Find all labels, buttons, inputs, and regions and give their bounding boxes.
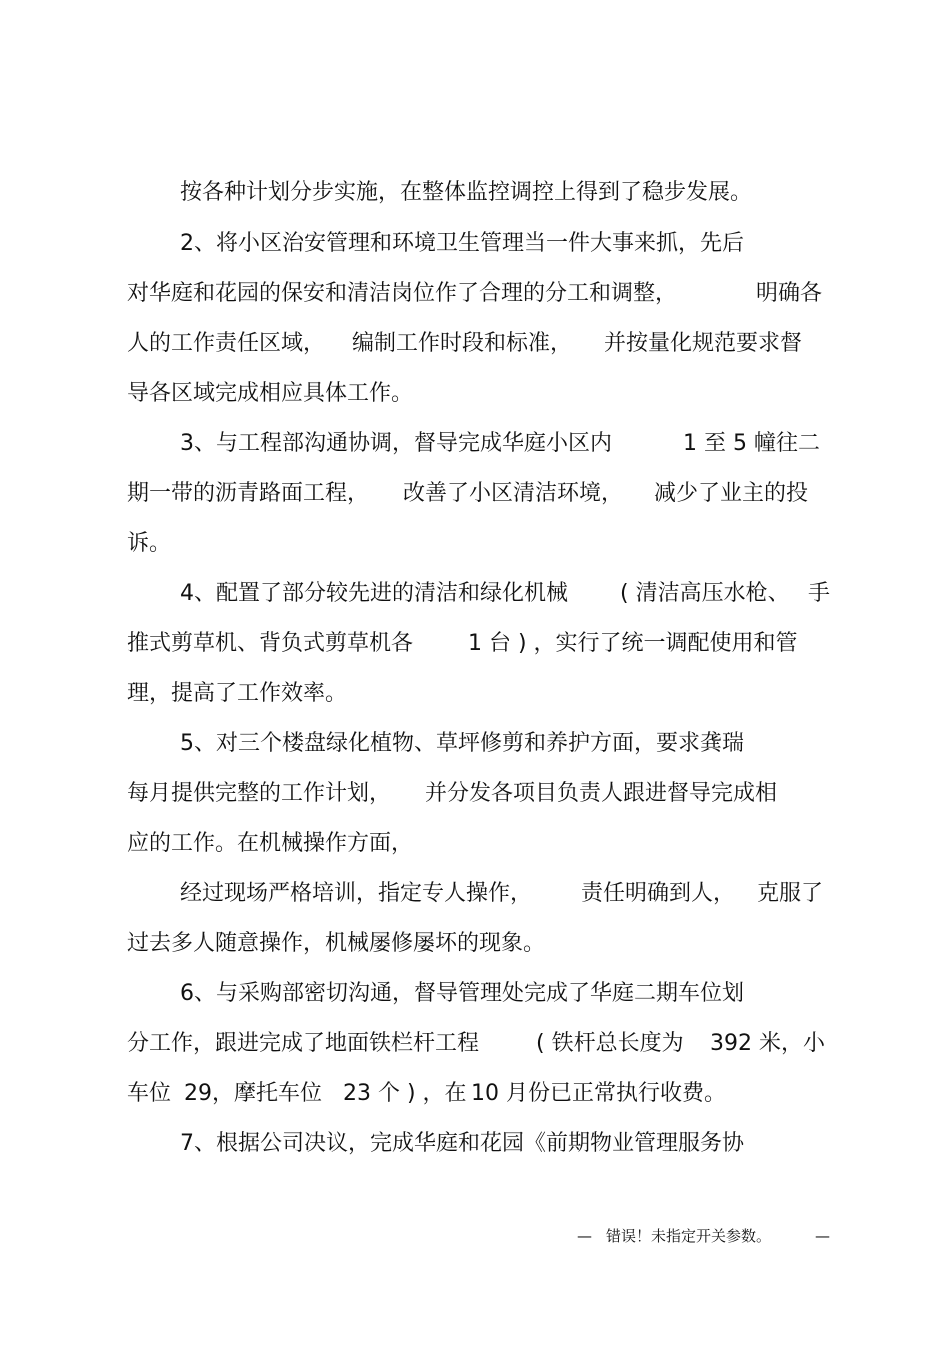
text-line: [0, 877, 950, 911]
text-segment: 分工作，跟进完成了地面铁栏杆工程: [127, 1031, 480, 1056]
text-segment: 392 米，小: [710, 1031, 825, 1056]
text-segment: 推式剪草机、背负式剪草机各: [127, 631, 414, 656]
text-segment: ( 铁杆总长度为: [536, 1031, 684, 1056]
text-line: [0, 1077, 950, 1111]
text-segment: 3、与工程部沟通协调，督导完成华庭小区内: [180, 431, 612, 456]
text-line: [0, 1127, 950, 1161]
text-line: [0, 677, 950, 711]
text-line: [0, 577, 950, 611]
text-segment: 1 至 5 幢往二: [683, 431, 820, 456]
text-segment: 理，提高了工作效率。: [127, 681, 348, 706]
text-line: [0, 827, 950, 861]
text-line: [0, 227, 950, 261]
text-line: [0, 927, 950, 961]
text-segment: 5、对三个楼盘绿化植物、草坪修剪和养护方面，要求龚瑞: [180, 731, 744, 756]
text-line: [0, 627, 950, 661]
text-segment: 减少了业主的投: [654, 481, 809, 506]
text-line: [0, 176, 950, 210]
text-segment: 对华庭和花园的保安和清洁岗位作了合理的分工和调整，: [127, 281, 678, 306]
text-segment: 4、配置了部分较先进的清洁和绿化机械: [180, 581, 568, 606]
text-line: [0, 277, 950, 311]
text-segment: 导各区域完成相应具体工作。: [127, 381, 414, 406]
text-segment: 并分发各项目负责人跟进督导完成相: [425, 781, 778, 806]
text-segment: 过去多人随意操作，机械屡修屡坏的现象。: [127, 931, 546, 956]
text-line: [0, 477, 950, 511]
text-line: [0, 377, 950, 411]
text-segment: 改善了小区清洁环境，: [403, 481, 624, 506]
text-segment: 应的工作。在机械操作方面，: [127, 831, 414, 856]
text-line: [0, 327, 950, 361]
text-segment: 6、与采购部密切沟通，督导管理处完成了华庭二期车位划: [180, 981, 744, 1006]
text-segment: 编制工作时段和标准，: [352, 331, 573, 356]
footer-dash-left: —: [577, 1227, 592, 1245]
text-line: [0, 427, 950, 461]
text-segment: 7、根据公司决议，完成华庭和花园《前期物业管理服务协: [180, 1131, 744, 1156]
text-line: [0, 1027, 950, 1061]
text-line: [0, 777, 950, 811]
text-segment: 责任明确到人，: [581, 881, 736, 906]
text-segment: 诉。: [127, 531, 172, 556]
text-segment: 经过现场严格培训，指定专人操作，: [180, 881, 533, 906]
text-segment: 23 个 ) ，在: [343, 1081, 467, 1106]
text-segment: 并按量化规范要求督: [604, 331, 803, 356]
page-footer: [0, 1222, 950, 1250]
text-segment: ( 清洁高压水枪、: [620, 581, 790, 606]
text-segment: 期一带的沥青路面工程，: [127, 481, 370, 506]
text-line: [0, 527, 950, 561]
footer-text: 错误！未指定开关参数。: [606, 1227, 772, 1245]
text-segment: 克服了: [757, 881, 824, 906]
text-segment: 明确各: [756, 281, 823, 306]
text-segment: 10 月份已正常执行收费。: [471, 1081, 726, 1106]
text-segment: 29，摩托车位: [184, 1081, 322, 1106]
text-segment: 2、将小区治安管理和环境卫生管理当一件大事来抓，先后: [180, 231, 744, 256]
footer-dash-right: —: [815, 1227, 830, 1245]
text-line: [0, 727, 950, 761]
text-segment: 按各种计划分步实施，在整体监控调控上得到了稳步发展。: [180, 180, 753, 205]
text-line: [0, 977, 950, 1011]
text-segment: 人的工作责任区域，: [127, 331, 326, 356]
text-segment: 车位: [127, 1081, 172, 1106]
text-segment: 每月提供完整的工作计划，: [127, 781, 392, 806]
text-segment: 手: [808, 581, 831, 606]
text-segment: 1 台 ) ，实行了统一调配使用和管: [468, 631, 798, 656]
